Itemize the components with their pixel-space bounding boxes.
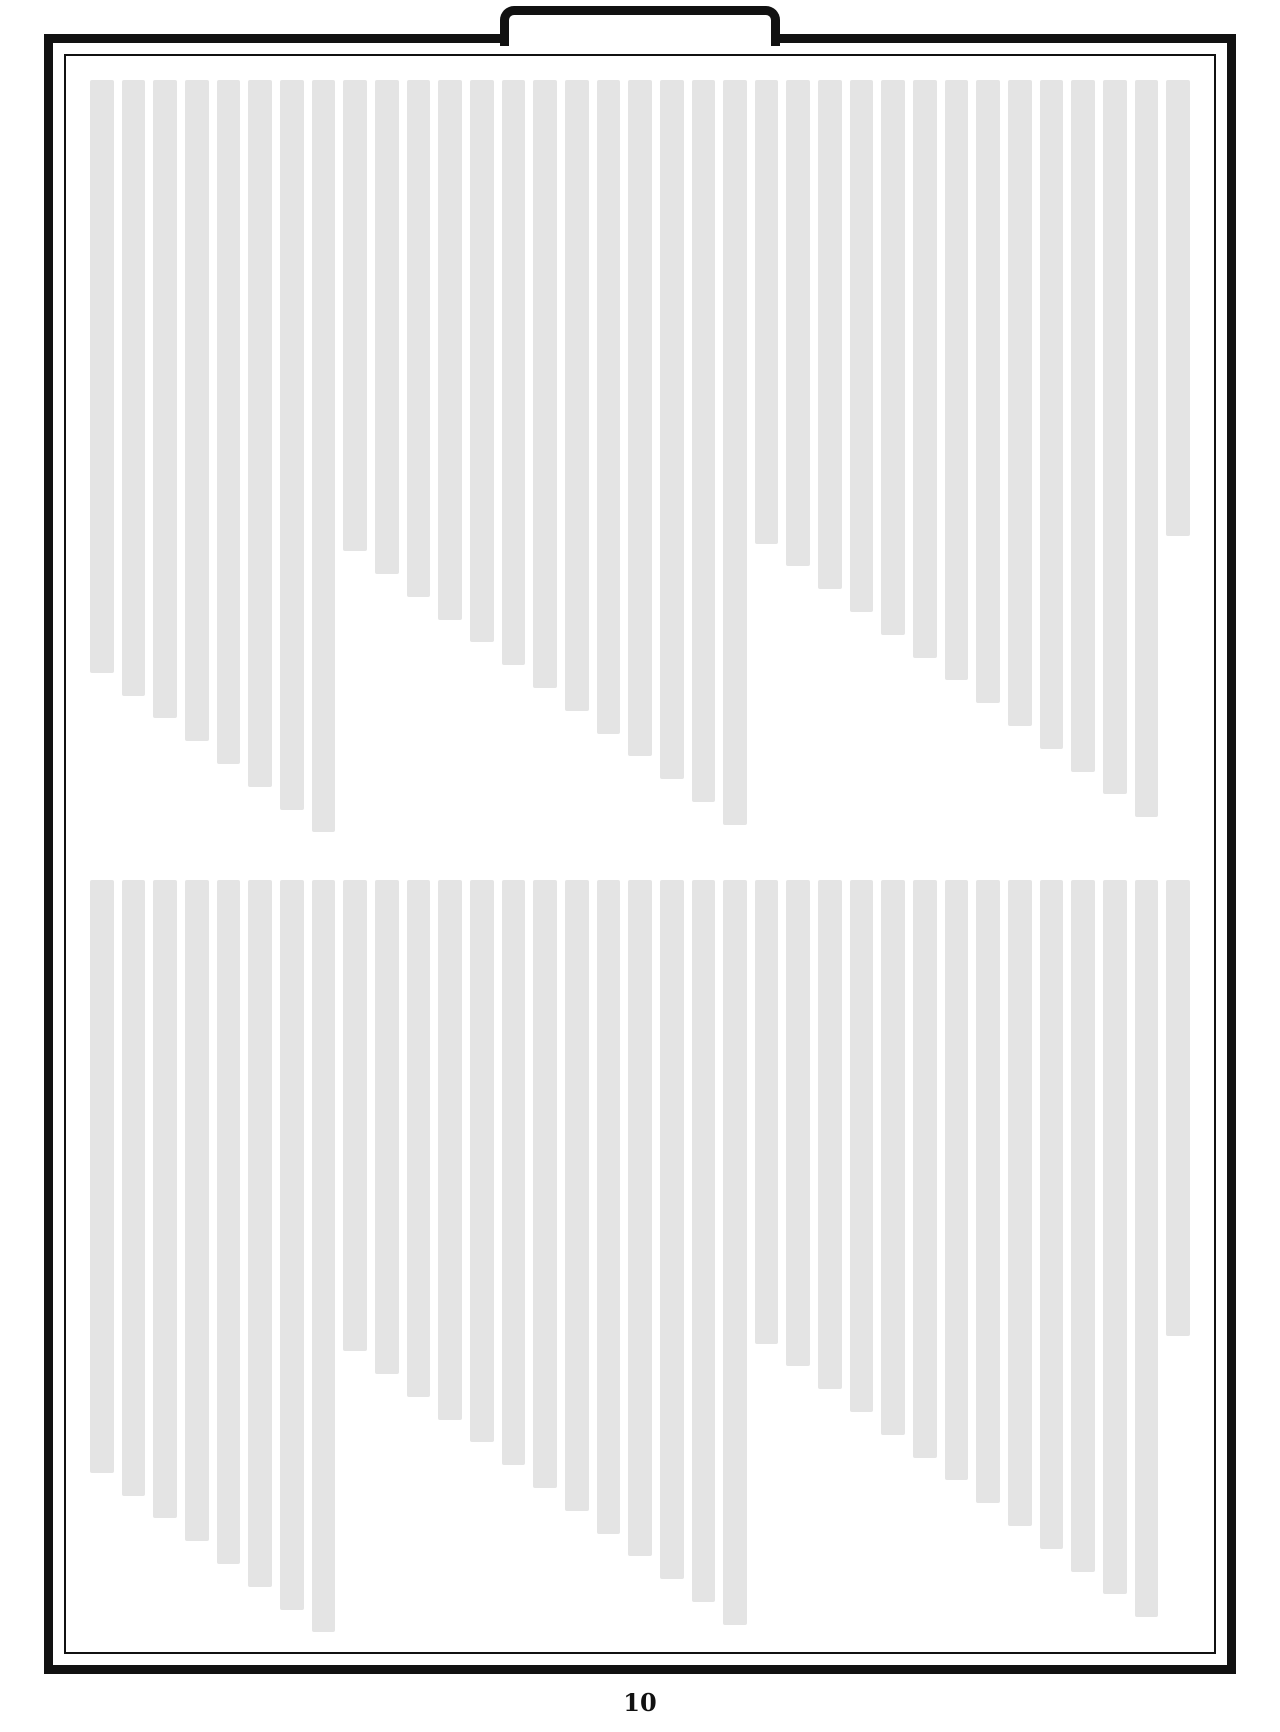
text-column-placeholder [660, 880, 684, 1579]
text-column-placeholder [407, 880, 431, 1397]
text-column-placeholder [818, 80, 842, 589]
text-column-placeholder [1071, 80, 1095, 772]
page-number: 10 [623, 1688, 657, 1717]
text-column-placeholder [1008, 880, 1032, 1526]
text-column-placeholder [470, 80, 494, 642]
text-column-placeholder [217, 880, 241, 1564]
text-column-placeholder [438, 880, 462, 1420]
text-column-placeholder [153, 80, 177, 718]
text-column-placeholder [533, 80, 557, 688]
text-column-placeholder [786, 80, 810, 566]
text-column-placeholder [533, 880, 557, 1488]
text-column-placeholder [565, 80, 589, 711]
text-column-placeholder [185, 80, 209, 741]
text-column-placeholder [850, 80, 874, 612]
text-column-placeholder [1135, 80, 1159, 817]
text-column-placeholder [1071, 880, 1095, 1572]
text-column-placeholder [976, 80, 1000, 703]
frame-top-tab [500, 6, 780, 46]
text-column-placeholder [786, 880, 810, 1366]
text-column-placeholder [692, 880, 716, 1602]
text-column-placeholder [407, 80, 431, 597]
text-column-placeholder [913, 80, 937, 658]
text-column-placeholder [945, 80, 969, 680]
text-column-placeholder [122, 880, 146, 1496]
text-column-placeholder [597, 80, 621, 734]
text-column-placeholder [755, 80, 779, 544]
text-column-placeholder [628, 880, 652, 1556]
text-column-placeholder [1040, 880, 1064, 1549]
text-column-placeholder [660, 80, 684, 779]
text-column-placeholder [945, 880, 969, 1480]
text-column-placeholder [90, 80, 114, 673]
text-column-placeholder [217, 80, 241, 764]
text-block-upper [90, 80, 1190, 840]
text-column-placeholder [818, 880, 842, 1389]
text-column-placeholder [723, 80, 747, 825]
text-column-placeholder [1103, 80, 1127, 794]
text-column-placeholder [1135, 880, 1159, 1617]
text-column-placeholder [850, 880, 874, 1412]
text-column-placeholder [692, 80, 716, 802]
text-column-placeholder [1008, 80, 1032, 726]
text-column-placeholder [502, 880, 526, 1465]
text-column-placeholder [312, 80, 336, 832]
text-column-placeholder [248, 80, 272, 787]
text-column-placeholder [881, 80, 905, 635]
text-column-placeholder [628, 80, 652, 756]
text-column-placeholder [280, 880, 304, 1610]
text-column-placeholder [502, 80, 526, 665]
text-column-placeholder [723, 880, 747, 1625]
text-column-placeholder [185, 880, 209, 1541]
text-column-placeholder [280, 80, 304, 810]
text-column-placeholder [565, 880, 589, 1511]
text-column-placeholder [1103, 880, 1127, 1594]
text-column-placeholder [1166, 880, 1190, 1336]
text-column-placeholder [122, 80, 146, 696]
text-column-placeholder [470, 880, 494, 1442]
text-column-placeholder [976, 880, 1000, 1503]
text-column-placeholder [438, 80, 462, 620]
text-column-placeholder [90, 880, 114, 1473]
text-column-placeholder [375, 80, 399, 574]
text-column-placeholder [248, 880, 272, 1587]
text-column-placeholder [881, 880, 905, 1435]
text-column-placeholder [312, 880, 336, 1632]
text-column-placeholder [755, 880, 779, 1344]
text-column-placeholder [597, 880, 621, 1534]
text-column-placeholder [343, 880, 367, 1351]
text-column-placeholder [343, 80, 367, 551]
text-column-placeholder [153, 880, 177, 1518]
text-column-placeholder [1040, 80, 1064, 749]
text-column-placeholder [375, 880, 399, 1374]
text-block-lower [90, 880, 1190, 1640]
text-column-placeholder [1166, 80, 1190, 536]
text-column-placeholder [913, 880, 937, 1458]
